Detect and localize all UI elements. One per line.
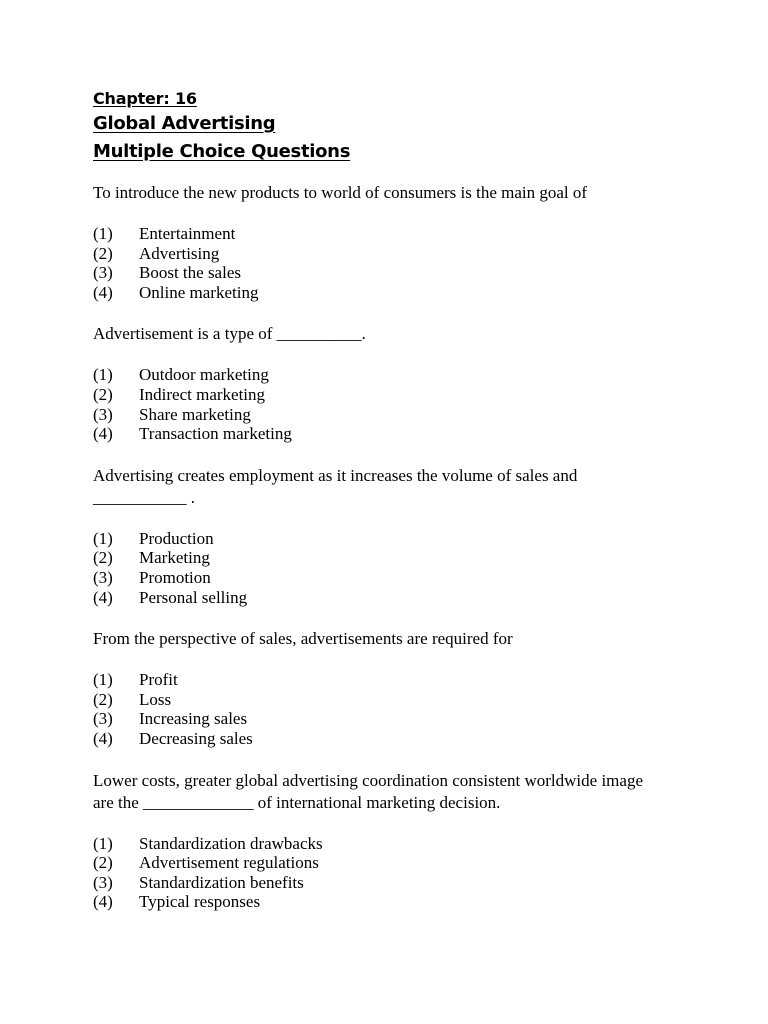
- option-item: [93, 263, 653, 283]
- option-number: (2): [93, 548, 113, 568]
- question-block-1: [93, 182, 653, 302]
- option-item: [93, 670, 653, 690]
- option-text: Loss: [139, 689, 172, 709]
- option-number: (3): [93, 263, 113, 283]
- option-item: [93, 588, 653, 608]
- option-text: Share marketing: [139, 404, 251, 424]
- option-item: [93, 424, 653, 444]
- question-list: [93, 182, 653, 933]
- option-number: (4): [93, 728, 113, 748]
- question-text: Advertising creates employment as it increases the volume of sales and ___________ .: [93, 465, 578, 507]
- question-block-4: [93, 628, 653, 748]
- option-number: (3): [93, 567, 113, 587]
- chapter-number: Chapter: 16: [93, 89, 197, 108]
- option-text: Increasing sales: [139, 709, 248, 729]
- question-text: To introduce the new products to world of consumers is the main goal of: [93, 183, 588, 202]
- option-text: Promotion: [139, 567, 211, 587]
- option-list: [93, 365, 653, 443]
- option-item: [93, 548, 653, 568]
- option-item: [93, 834, 653, 854]
- chapter-header: [93, 88, 350, 166]
- option-number: (3): [93, 404, 113, 424]
- option-text: Indirect marketing: [139, 384, 266, 404]
- option-text: Entertainment: [139, 224, 236, 243]
- option-text: Transaction marketing: [139, 424, 292, 444]
- option-text: Decreasing sales: [139, 728, 253, 748]
- option-item: [93, 568, 653, 588]
- question-block-5: [93, 770, 653, 912]
- option-item: [93, 729, 653, 749]
- option-number: (4): [93, 892, 113, 912]
- option-number: (4): [93, 282, 113, 302]
- option-item: [93, 853, 653, 873]
- option-number: (1): [93, 528, 113, 548]
- option-item: [93, 529, 653, 549]
- option-text: Profit: [139, 670, 178, 690]
- option-number: (2): [93, 853, 113, 873]
- option-number: (4): [93, 424, 113, 444]
- option-item: [93, 385, 653, 405]
- option-number: (1): [93, 224, 113, 243]
- option-text: Typical responses: [139, 892, 261, 912]
- option-number: (1): [93, 833, 113, 853]
- question-text: From the perspective of sales, advertisements are required for: [93, 629, 513, 649]
- option-item: [93, 244, 653, 264]
- option-number: (2): [93, 243, 113, 263]
- option-item: [93, 405, 653, 425]
- option-text: Marketing: [139, 548, 210, 568]
- option-item: [93, 283, 653, 303]
- option-text: Personal selling: [139, 587, 248, 607]
- option-item: [93, 365, 653, 385]
- option-number: (3): [93, 872, 113, 892]
- option-number: (2): [93, 384, 113, 404]
- option-number: (1): [93, 670, 113, 690]
- question-text: Lower costs, greater global advertising coordination consistent worldwide image are the _____________ of international marketing decision.: [93, 770, 643, 812]
- option-item: [93, 224, 653, 244]
- question-block-2: [93, 323, 653, 443]
- option-number: (3): [93, 709, 113, 729]
- option-list: [93, 224, 653, 302]
- option-text: Online marketing: [139, 282, 259, 302]
- option-text: Standardization benefits: [139, 872, 304, 892]
- option-item: [93, 709, 653, 729]
- option-item: [93, 690, 653, 710]
- chapter-title: Global Advertising: [93, 113, 276, 134]
- option-item: [93, 873, 653, 893]
- option-text: Outdoor marketing: [139, 365, 269, 385]
- option-text: Advertising: [139, 243, 220, 263]
- option-number: (2): [93, 689, 113, 709]
- option-number: (4): [93, 587, 113, 607]
- question-text: Advertisement is a type of __________.: [93, 324, 366, 344]
- option-number: (1): [93, 365, 113, 385]
- option-list: [93, 529, 653, 607]
- option-text: Advertisement regulations: [139, 853, 319, 873]
- section-title: Multiple Choice Questions: [93, 141, 351, 162]
- option-text: Standardization drawbacks: [139, 833, 323, 853]
- option-list: [93, 834, 653, 912]
- option-text: Production: [139, 528, 214, 548]
- question-block-3: [93, 465, 653, 607]
- option-item: [93, 892, 653, 912]
- option-text: Boost the sales: [139, 263, 241, 283]
- option-list: [93, 670, 653, 748]
